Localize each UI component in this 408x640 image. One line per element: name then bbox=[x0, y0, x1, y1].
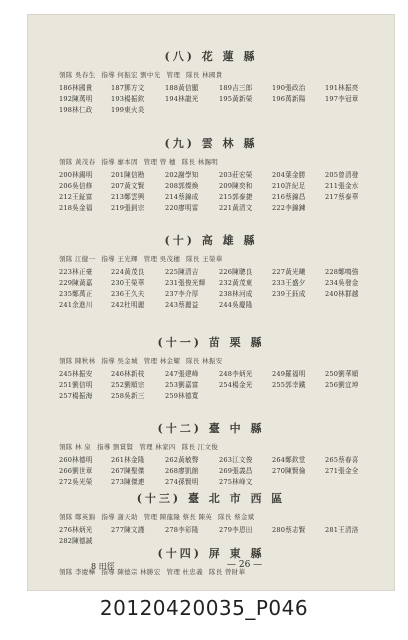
section-title: (十二) 臺 中 縣 bbox=[157, 422, 265, 435]
section-title: (十) 高 雄 縣 bbox=[164, 234, 258, 247]
athlete-entry: 232黃茂東 bbox=[219, 279, 253, 287]
athlete-entry: 211張金水 bbox=[325, 182, 359, 190]
athlete-entry: 191林振亮 bbox=[325, 84, 359, 92]
athlete-entry: 235鄭萬正 bbox=[59, 290, 93, 298]
athlete-entry: 275林峰文 bbox=[219, 478, 253, 486]
athlete-entry: 261林金隆 bbox=[111, 456, 145, 464]
staff-entry: 隊長 江文俊 bbox=[181, 443, 219, 451]
staff-line bbox=[59, 157, 224, 166]
athlete-entry: 251劉信明 bbox=[59, 381, 93, 389]
staff-entry: 領隊 李慶樺 bbox=[59, 568, 96, 576]
athlete-entry: 200林錫明 bbox=[59, 171, 93, 179]
athlete-entry: 234吳發金 bbox=[325, 279, 359, 287]
athlete-entry: 238林河成 bbox=[219, 290, 253, 298]
athlete-entry: 186林國貴 bbox=[59, 84, 93, 92]
athlete-entry: 245林振安 bbox=[59, 370, 93, 378]
athlete-entry: 222李錦鍊 bbox=[272, 204, 306, 212]
footer-sport-label: 8 田徑 bbox=[91, 562, 115, 571]
staff-entry: 管理 吳茂穗 bbox=[143, 255, 181, 263]
staff-entry: 指導 吳金城 bbox=[101, 357, 138, 365]
athlete-entry: 233王盛夕 bbox=[272, 279, 306, 287]
athlete-entry: 253劉嘉富 bbox=[165, 381, 199, 389]
section-title: (九) 雲 林 縣 bbox=[164, 137, 258, 150]
athlete-entry: 244吳慶隆 bbox=[219, 301, 253, 309]
athlete-entry: 250劉華順 bbox=[325, 370, 359, 378]
athlete-entry: 220廖明雷 bbox=[165, 204, 199, 212]
section-title: (十三) 臺 北 市 西 區 bbox=[136, 492, 286, 505]
athlete-entry: 265蔡春喜 bbox=[325, 456, 359, 464]
athlete-entry: 203莊宏榮 bbox=[219, 171, 253, 179]
athlete-entry: 190張政治 bbox=[272, 84, 306, 92]
athlete-entry: 252劉順宗 bbox=[111, 381, 145, 389]
athlete-entry: 201陳信勘 bbox=[111, 171, 145, 179]
staff-entry: 領隊 鄭英錦 bbox=[59, 513, 96, 521]
athlete-entry: 249羅福明 bbox=[272, 370, 306, 378]
athlete-entry: 213鄭雲興 bbox=[111, 193, 145, 201]
athlete-entry: 194林龍光 bbox=[165, 95, 199, 103]
athlete-entry: 207黃文賢 bbox=[111, 182, 145, 190]
athlete-entry: 237李介厚 bbox=[165, 290, 199, 298]
staff-line bbox=[59, 356, 229, 365]
athlete-entry: 267陳聖傑 bbox=[111, 467, 145, 475]
athlete-entry: 226陳聰良 bbox=[219, 268, 253, 276]
athlete-entry: 229陳黃嘉 bbox=[59, 279, 93, 287]
staff-entry: 隊長 蔡金斌 bbox=[218, 513, 255, 521]
athlete-entry: 282陳德誠 bbox=[59, 537, 93, 545]
athlete-entry: 206吳信修 bbox=[59, 182, 93, 190]
athlete-entry: 217蔡泰華 bbox=[325, 193, 359, 201]
athlete-entry: 202謝學知 bbox=[165, 171, 199, 179]
staff-entry: 指導 何振宏 劉中光 bbox=[101, 71, 161, 79]
athlete-entry: 214蔡錦成 bbox=[165, 193, 199, 201]
staff-line bbox=[59, 70, 229, 79]
athlete-entry: 254楊金光 bbox=[219, 381, 253, 389]
athlete-entry: 281王清洛 bbox=[325, 526, 359, 534]
staff-entry: 管理 杜忠義 bbox=[166, 568, 203, 576]
athlete-entry: 236王久夫 bbox=[111, 290, 145, 298]
athlete-entry: 216蔡錦昌 bbox=[272, 193, 306, 201]
staff-entry: 指導 陳德宗 林勝宏 bbox=[101, 568, 161, 576]
athlete-entry: 264鄭欽堂 bbox=[272, 456, 306, 464]
staff-entry: 領隊 黃茂春 bbox=[59, 158, 96, 166]
athlete-entry: 212王鉦富 bbox=[59, 193, 93, 201]
staff-entry: 管理 曾 穗 bbox=[143, 158, 176, 166]
athlete-entry: 210許紀足 bbox=[272, 182, 306, 190]
athlete-entry: 255郭幸鐵 bbox=[272, 381, 306, 389]
athlete-entry: 274孫賢明 bbox=[165, 478, 199, 486]
athlete-entry: 188黃信顯 bbox=[165, 84, 199, 92]
athlete-entry: 269張義昌 bbox=[219, 467, 253, 475]
athlete-entry: 231張俊光輝 bbox=[165, 279, 206, 287]
staff-entry: 隊長 林振安 bbox=[186, 357, 223, 365]
athlete-entry: 247張建峰 bbox=[165, 370, 199, 378]
athlete-entry: 223林正豪 bbox=[59, 268, 93, 276]
athlete-entry: 273陳傑連 bbox=[111, 478, 145, 486]
staff-entry: 隊長 曾財華 bbox=[208, 568, 246, 576]
athlete-entry: 259林德寬 bbox=[165, 392, 199, 400]
athlete-entry: 208郭燦煥 bbox=[165, 182, 199, 190]
athlete-entry: 276林炳光 bbox=[59, 526, 93, 534]
staff-entry: 管理 bbox=[166, 71, 181, 79]
staff-entry: 指導 謝天助 bbox=[101, 513, 138, 521]
athlete-entry: 195黃新榮 bbox=[219, 95, 253, 103]
page-number: — 26 — bbox=[227, 560, 263, 570]
athlete-entry: 241余進川 bbox=[59, 301, 93, 309]
athlete-entry: 272吳光榮 bbox=[59, 478, 93, 486]
staff-entry: 指導 劉賞賢 bbox=[96, 443, 134, 451]
athlete-entry: 277陳文謹 bbox=[111, 526, 145, 534]
staff-entry: 指導 王光輝 bbox=[101, 255, 138, 263]
athlete-entry: 221黃清文 bbox=[219, 204, 253, 212]
athlete-entry: 192陳萬明 bbox=[59, 95, 93, 103]
staff-entry: 領隊 吳春生 bbox=[59, 71, 96, 79]
staff-line bbox=[59, 442, 224, 451]
athlete-entry: 257楊振海 bbox=[59, 392, 93, 400]
athlete-entry: 280蔡志賢 bbox=[272, 526, 306, 534]
athlete-entry: 209陳奕和 bbox=[219, 182, 253, 190]
athlete-entry: 218吳金福 bbox=[59, 204, 93, 212]
athlete-entry: 224黃茂良 bbox=[111, 268, 145, 276]
image-caption: 20120420035_P046 bbox=[99, 596, 309, 620]
staff-entry: 管理 陳龍隆 蔡長 陳英 bbox=[143, 513, 213, 521]
section-title: (十四) 屏 東 縣 bbox=[157, 547, 265, 560]
athlete-entry: 271張金全 bbox=[325, 467, 359, 475]
athlete-entry: 198林仁政 bbox=[59, 106, 93, 114]
athlete-entry: 230王榮華 bbox=[111, 279, 145, 287]
athlete-entry: 228鄭鳴強 bbox=[325, 268, 359, 276]
staff-entry: 領隊 江健一 bbox=[59, 255, 96, 263]
athlete-entry: 225陳清吉 bbox=[165, 268, 199, 276]
athlete-entry: 189吉三郎 bbox=[219, 84, 253, 92]
section-title: (八) 花 蓮 縣 bbox=[164, 50, 258, 63]
athlete-entry: 240林群越 bbox=[325, 290, 359, 298]
athlete-entry: 215郭泰捷 bbox=[219, 193, 253, 201]
athlete-entry: 243蔡麗益 bbox=[165, 301, 199, 309]
athlete-entry: 266劉世章 bbox=[59, 467, 93, 475]
staff-entry: 指導 廖本固 bbox=[101, 158, 138, 166]
staff-entry: 領隊 林 泉 bbox=[59, 443, 91, 451]
athlete-entry: 246林新枝 bbox=[111, 370, 145, 378]
staff-line bbox=[59, 512, 260, 521]
athlete-entry: 204葉金勝 bbox=[272, 171, 306, 179]
staff-line bbox=[59, 254, 229, 263]
athlete-entry: 227黃光曦 bbox=[272, 268, 306, 276]
athlete-entry: 193楊振欽 bbox=[111, 95, 145, 103]
athlete-entry: 196萬新陽 bbox=[272, 95, 306, 103]
athlete-entry: 219張釗宗 bbox=[111, 204, 145, 212]
staff-entry: 隊長 林錫明 bbox=[181, 158, 219, 166]
athlete-entry: 262黃敏聲 bbox=[165, 456, 199, 464]
athlete-entry: 278李彩隆 bbox=[165, 526, 199, 534]
athlete-entry: 205曾清發 bbox=[325, 171, 359, 179]
athlete-entry: 260林德明 bbox=[59, 456, 93, 464]
athlete-entry: 270陳賢倫 bbox=[272, 467, 306, 475]
section-title: (十一) 苗 栗 縣 bbox=[157, 336, 265, 349]
staff-entry: 領隊 陳秋林 bbox=[59, 357, 96, 365]
athlete-entry: 256劉宜坤 bbox=[325, 381, 359, 389]
staff-entry: 管理 林金耀 bbox=[143, 357, 181, 365]
athlete-entry: 187鄧方文 bbox=[111, 84, 145, 92]
document-page bbox=[27, 14, 395, 591]
staff-entry: 隊長 林國貴 bbox=[186, 71, 223, 79]
athlete-entry: 197李冠章 bbox=[325, 95, 359, 103]
athlete-entry: 242杜明麗 bbox=[111, 301, 145, 309]
athlete-entry: 263江文俊 bbox=[219, 456, 253, 464]
staff-line bbox=[59, 567, 251, 576]
athlete-entry: 239王鈺成 bbox=[272, 290, 306, 298]
athlete-entry: 258吳新三 bbox=[111, 392, 145, 400]
staff-entry: 隊長 王榮華 bbox=[186, 255, 223, 263]
athlete-entry: 268廖凱館 bbox=[165, 467, 199, 475]
athlete-entry: 248李炳光 bbox=[219, 370, 253, 378]
athlete-entry: 199東火炎 bbox=[111, 106, 145, 114]
staff-entry: 管理 林家四 bbox=[139, 443, 176, 451]
athlete-entry: 279李恩田 bbox=[219, 526, 253, 534]
